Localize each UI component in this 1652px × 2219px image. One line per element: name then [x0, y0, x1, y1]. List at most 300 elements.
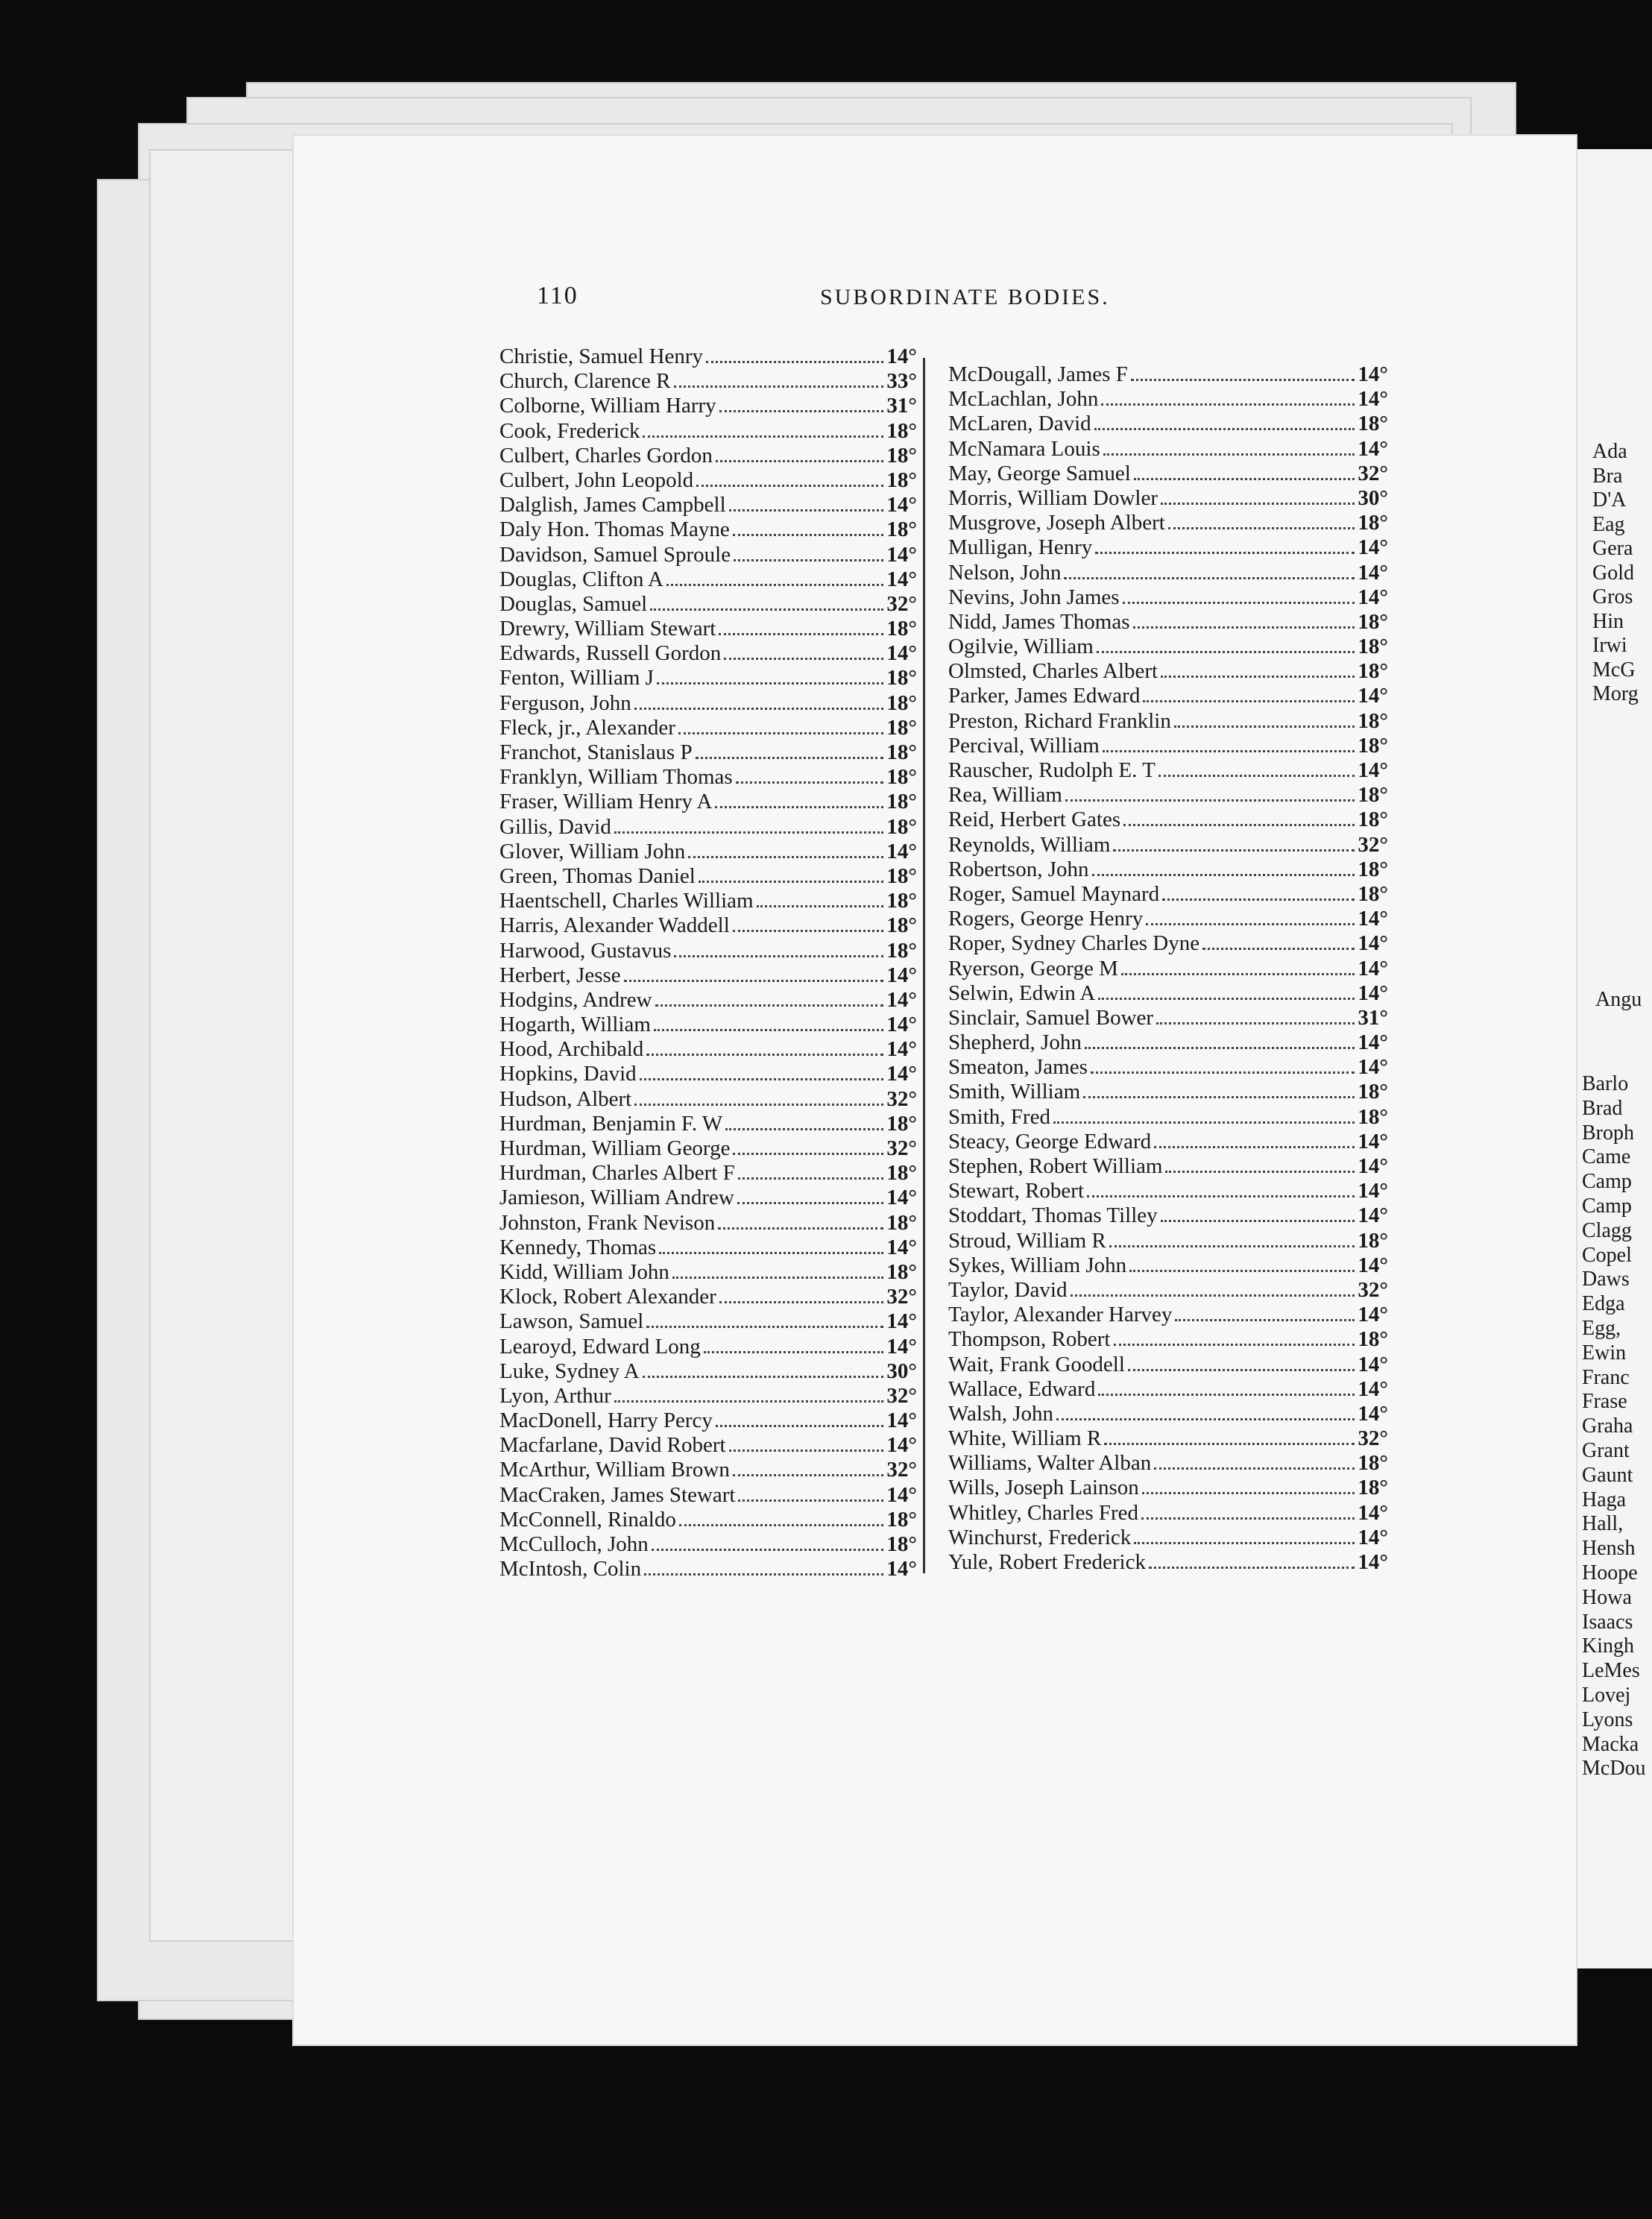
facing-page-name-fragment: Macka — [1582, 1732, 1639, 1756]
degree: 14° — [1358, 931, 1388, 956]
member-name: Wait, Frank Goodell — [948, 1352, 1125, 1376]
degree: 14° — [886, 1334, 917, 1359]
member-name: Stoddart, Thomas Tilley — [948, 1203, 1158, 1228]
list-item — [499, 939, 917, 963]
dot-leader — [1134, 1542, 1355, 1544]
degree: 18° — [886, 740, 917, 764]
facing-page-name-fragment: Haga — [1582, 1488, 1627, 1511]
member-name: Franklyn, William Thomas — [499, 765, 733, 790]
member-name: Fraser, William Henry A — [499, 790, 713, 814]
degree: 32° — [886, 1285, 917, 1309]
member-name: Selwin, Edwin A — [948, 981, 1096, 1005]
member-name: Klock, Robert Alexander — [499, 1285, 716, 1309]
list-item — [948, 734, 1388, 758]
list-item — [948, 783, 1388, 808]
list-item — [499, 1136, 917, 1161]
dot-leader — [1101, 403, 1355, 406]
facing-page-name-fragment: Clagg — [1582, 1218, 1632, 1242]
degree: 18° — [886, 418, 917, 443]
degree: 18° — [886, 1210, 917, 1235]
dot-leader — [1098, 1394, 1355, 1396]
facing-page-name-fragment: LeMes — [1582, 1659, 1640, 1683]
list-item — [499, 765, 917, 790]
list-item — [499, 1458, 917, 1482]
facing-page-name-fragment: Barlo — [1582, 1072, 1629, 1095]
facing-page-name-fragment: Lovej — [1582, 1683, 1631, 1707]
list-item — [948, 1451, 1388, 1476]
facing-page-name-fragment: Came — [1582, 1145, 1631, 1169]
degree: 14° — [1358, 1500, 1388, 1525]
dot-leader — [666, 584, 883, 586]
list-item — [499, 419, 917, 444]
member-name: Olmsted, Charles Albert — [948, 659, 1158, 684]
facing-page-name-fragment: Brad — [1582, 1096, 1623, 1120]
degree: 14° — [1358, 560, 1388, 585]
list-item — [499, 444, 917, 468]
list-item — [948, 610, 1388, 635]
degree: 14° — [886, 1235, 917, 1259]
dot-leader — [614, 831, 884, 834]
dot-leader — [1056, 1418, 1355, 1420]
member-name: Church, Clarence R — [499, 369, 671, 394]
member-name: Thompson, Robert — [948, 1327, 1111, 1352]
dot-leader — [1121, 973, 1355, 975]
degree: 18° — [886, 1111, 917, 1136]
degree: 18° — [1358, 635, 1388, 659]
dot-leader — [1109, 1245, 1355, 1247]
degree: 30° — [1358, 485, 1388, 510]
list-item — [499, 1532, 917, 1557]
list-item — [499, 1483, 917, 1508]
dot-leader — [716, 460, 883, 462]
list-item — [499, 864, 917, 889]
dot-leader — [1154, 1467, 1355, 1470]
dot-leader — [737, 1202, 884, 1204]
member-name: Sinclair, Samuel Bower — [948, 1005, 1154, 1030]
degree: 18° — [886, 1507, 917, 1532]
degree: 14° — [1358, 956, 1388, 981]
member-name: Rogers, George Henry — [948, 907, 1144, 931]
facing-page-name-fragment: D'A — [1592, 488, 1627, 512]
facing-page-name-fragment: Gera — [1592, 537, 1633, 560]
degree: 14° — [1358, 981, 1388, 1005]
list-item — [948, 1203, 1388, 1228]
degree: 18° — [1358, 881, 1388, 906]
member-name: Learoyd, Edward Long — [499, 1334, 701, 1359]
facing-page-name-fragment: Copel — [1582, 1243, 1632, 1267]
facing-page-name-fragment: Kingh — [1582, 1634, 1634, 1658]
list-item — [499, 369, 917, 394]
degree: 18° — [886, 814, 917, 839]
list-item — [948, 486, 1388, 511]
degree: 14° — [886, 1037, 917, 1062]
facing-page-name-fragment: Lyons — [1582, 1707, 1633, 1731]
degree: 14° — [1358, 436, 1388, 461]
member-name: McNamara Louis — [948, 436, 1100, 461]
degree: 18° — [1358, 857, 1388, 881]
degree: 18° — [1358, 708, 1388, 733]
degree: 14° — [886, 641, 917, 666]
degree: 14° — [1358, 1253, 1388, 1277]
list-item — [948, 1327, 1388, 1352]
dot-leader — [733, 930, 884, 932]
member-name: Yule, Robert Frederick — [948, 1550, 1146, 1574]
dot-leader — [738, 1499, 883, 1502]
dot-leader — [1064, 577, 1355, 579]
member-name: Culbert, Charles Gordon — [499, 443, 713, 468]
degree: 14° — [1358, 1055, 1388, 1080]
member-name: Musgrove, Joseph Albert — [948, 511, 1165, 535]
degree: 14° — [1358, 758, 1388, 782]
list-item — [499, 1186, 917, 1210]
list-item — [948, 437, 1388, 462]
degree: 32° — [886, 1136, 917, 1160]
member-name: Christie, Samuel Henry — [499, 344, 704, 368]
list-item — [948, 1501, 1388, 1526]
list-item — [499, 913, 917, 938]
dot-leader — [1097, 651, 1355, 653]
dot-leader — [733, 534, 884, 536]
member-name: Nevins, John James — [948, 585, 1120, 609]
degree: 18° — [886, 517, 917, 542]
member-name: Kennedy, Thomas — [499, 1235, 657, 1259]
degree: 14° — [1358, 1179, 1388, 1203]
member-name: Hodgins, Andrew — [499, 987, 652, 1012]
degree: 18° — [886, 913, 917, 938]
facing-page-name-fragment: Egg, — [1582, 1316, 1621, 1340]
dot-leader — [1162, 898, 1355, 901]
facing-page-name-fragment: Ada — [1592, 440, 1627, 463]
list-item — [948, 1006, 1388, 1030]
list-item — [948, 758, 1388, 783]
degree: 14° — [1358, 684, 1388, 708]
dot-leader — [644, 1573, 883, 1576]
degree: 14° — [1358, 362, 1388, 386]
member-name: Sykes, William John — [948, 1253, 1127, 1277]
degree: 18° — [1358, 1104, 1388, 1129]
facing-page-name-fragment: Hin — [1592, 609, 1624, 633]
degree: 18° — [886, 443, 917, 468]
member-name: Daly Hon. Thomas Mayne — [499, 517, 730, 542]
member-name: Stephen, Robert William — [948, 1154, 1163, 1178]
member-name: Smeaton, James — [948, 1055, 1088, 1080]
degree: 14° — [886, 1482, 917, 1507]
member-name: Gillis, David — [499, 814, 611, 839]
list-item — [948, 857, 1388, 882]
list-item — [499, 889, 917, 913]
member-name: Williams, Walter Alban — [948, 1451, 1152, 1476]
list-item — [948, 535, 1388, 560]
dot-leader — [659, 1252, 883, 1254]
member-name: Cook, Frederick — [499, 418, 640, 443]
member-name: Reynolds, William — [948, 832, 1111, 857]
list-item — [948, 1080, 1388, 1104]
degree: 18° — [886, 1259, 917, 1284]
list-item — [948, 585, 1388, 610]
dot-leader — [733, 1153, 883, 1155]
list-item — [948, 1402, 1388, 1426]
degree: 18° — [1358, 808, 1388, 832]
facing-page-name-fragment: Edga — [1582, 1292, 1625, 1316]
dot-leader — [1123, 824, 1355, 826]
facing-page-heading: Angu — [1595, 988, 1642, 1011]
dot-leader — [646, 1054, 883, 1056]
member-name: Smith, Fred — [948, 1104, 1050, 1129]
dot-leader — [1146, 923, 1355, 925]
facing-page-name-fragment: Frase — [1582, 1390, 1627, 1414]
member-name: Haentschell, Charles William — [499, 889, 754, 913]
member-name: Franchot, Stanislaus P — [499, 740, 693, 764]
member-name: Herbert, Jesse — [499, 963, 621, 987]
dot-leader — [1103, 750, 1355, 752]
list-item — [948, 561, 1388, 585]
facing-page-name-fragment: Howa — [1582, 1585, 1632, 1609]
list-item — [948, 1550, 1388, 1575]
list-item — [499, 815, 917, 840]
degree: 14° — [1358, 1154, 1388, 1178]
dot-leader — [624, 980, 884, 982]
list-item — [948, 1154, 1388, 1179]
degree: 18° — [886, 938, 917, 963]
list-item — [499, 567, 917, 592]
list-item — [948, 981, 1388, 1006]
list-item — [499, 1112, 917, 1136]
member-name: McArthur, William Brown — [499, 1458, 730, 1482]
member-name: Douglas, Clifton A — [499, 567, 663, 591]
facing-page-name-fragment: Camp — [1582, 1170, 1632, 1194]
facing-page-name-fragment: Gaunt — [1582, 1463, 1633, 1487]
facing-page-name-fragment: Ewin — [1582, 1341, 1627, 1365]
degree: 14° — [886, 344, 917, 368]
list-item — [948, 1377, 1388, 1402]
degree: 14° — [886, 493, 917, 517]
degree: 18° — [886, 790, 917, 814]
dot-leader — [757, 905, 884, 907]
dot-leader — [1141, 1517, 1355, 1520]
member-name: Wills, Joseph Lainson — [948, 1476, 1139, 1500]
member-name: Reid, Herbert Gates — [948, 808, 1121, 832]
facing-page-name-fragment: Graha — [1582, 1414, 1633, 1438]
dot-leader — [634, 708, 884, 710]
degree: 14° — [1358, 1401, 1388, 1426]
degree: 33° — [886, 369, 917, 394]
dot-leader — [1098, 998, 1355, 1000]
degree: 18° — [886, 468, 917, 492]
dot-leader — [688, 856, 883, 858]
degree: 14° — [1358, 535, 1388, 560]
degree: 18° — [1358, 783, 1388, 808]
facing-page-name-fragment: Gros — [1592, 585, 1633, 608]
member-name: Hudson, Albert — [499, 1086, 632, 1111]
list-item — [499, 1260, 917, 1285]
list-item — [499, 1062, 917, 1086]
member-name: Percival, William — [948, 733, 1100, 758]
dot-leader — [1161, 676, 1355, 678]
facing-page-name-fragment: Hall, — [1582, 1512, 1624, 1536]
dot-leader — [704, 1351, 884, 1353]
dot-leader — [657, 682, 883, 684]
list-item — [499, 740, 917, 765]
list-item — [948, 1055, 1388, 1080]
facing-page-names-top — [1592, 440, 1652, 707]
degree: 30° — [886, 1359, 917, 1383]
list-item — [499, 1236, 917, 1260]
facing-page-name-fragment: Eag — [1592, 512, 1625, 536]
dot-leader — [1202, 948, 1355, 950]
degree: 14° — [886, 1408, 917, 1433]
degree: 18° — [886, 617, 917, 641]
dot-leader — [1113, 849, 1355, 852]
dot-leader — [716, 1425, 884, 1427]
degree: 14° — [1358, 585, 1388, 609]
member-name: Roger, Samuel Maynard — [948, 881, 1160, 906]
list-item — [948, 1426, 1388, 1451]
dot-leader — [634, 1104, 883, 1106]
degree: 18° — [1358, 1451, 1388, 1476]
member-name: McIntosh, Colin — [499, 1557, 642, 1581]
list-item — [499, 1335, 917, 1359]
member-name: Ogilvie, William — [948, 635, 1094, 659]
member-name: Preston, Richard Franklin — [948, 708, 1171, 733]
list-item — [948, 1130, 1388, 1154]
degree: 31° — [886, 394, 917, 418]
facing-page-name-fragment: McG — [1592, 658, 1636, 682]
member-name: Kidd, William John — [499, 1259, 669, 1284]
dot-leader — [699, 881, 884, 883]
degree: 14° — [886, 987, 917, 1012]
dot-leader — [1143, 700, 1355, 702]
degree: 32° — [1358, 461, 1388, 485]
list-item — [499, 641, 917, 666]
member-name: Winchurst, Frederick — [948, 1525, 1132, 1549]
degree: 14° — [1358, 1376, 1388, 1401]
dot-leader — [724, 658, 883, 660]
degree: 14° — [1358, 1203, 1388, 1228]
dot-leader — [1065, 799, 1355, 802]
list-item — [499, 1433, 917, 1458]
member-name: McCulloch, John — [499, 1532, 649, 1556]
degree: 14° — [886, 1186, 917, 1210]
degree: 18° — [1358, 412, 1388, 436]
member-name: Fleck, jr., Alexander — [499, 715, 675, 740]
member-name: Douglas, Samuel — [499, 591, 648, 616]
list-item — [499, 1087, 917, 1112]
degree: 32° — [1358, 1277, 1388, 1302]
member-name: Hurdman, William George — [499, 1136, 731, 1160]
facing-page-name-fragment: Gold — [1592, 561, 1634, 585]
list-item — [948, 1526, 1388, 1550]
dot-leader — [1154, 1146, 1355, 1148]
degree: 32° — [886, 1458, 917, 1482]
degree: 18° — [886, 889, 917, 913]
degree: 14° — [1358, 1303, 1388, 1327]
facing-page-name-fragment: McDou — [1582, 1757, 1646, 1781]
member-name: Stroud, William R — [948, 1228, 1106, 1253]
member-name: Hood, Archibald — [499, 1037, 644, 1062]
member-name: May, George Samuel — [948, 461, 1131, 485]
dot-leader — [672, 1277, 884, 1279]
dot-leader — [650, 608, 883, 611]
list-item — [948, 1229, 1388, 1253]
member-name: Luke, Sydney A — [499, 1359, 640, 1383]
member-name: White, William R — [948, 1426, 1102, 1451]
dot-leader — [729, 509, 884, 512]
member-name: Shepherd, John — [948, 1030, 1082, 1055]
facing-page-name-fragment: Franc — [1582, 1365, 1630, 1389]
list-item — [948, 833, 1388, 857]
list-item — [499, 1013, 917, 1037]
facing-page-name-fragment: Isaacs — [1582, 1610, 1633, 1634]
member-name: McConnell, Rinaldo — [499, 1507, 676, 1532]
member-name: Fenton, William J — [499, 666, 654, 690]
dot-leader — [696, 757, 884, 759]
facing-page-name-fragment: Bra — [1592, 464, 1623, 488]
degree: 31° — [1358, 1005, 1388, 1030]
list-item — [499, 543, 917, 567]
member-name: MacCraken, James Stewart — [499, 1482, 736, 1507]
dot-leader — [706, 361, 883, 363]
list-item — [499, 666, 917, 690]
degree: 14° — [886, 567, 917, 591]
degree: 32° — [886, 591, 917, 616]
degree: 18° — [886, 1161, 917, 1186]
member-name: Wallace, Edward — [948, 1376, 1096, 1401]
degree: 14° — [886, 1433, 917, 1458]
list-item — [499, 344, 917, 369]
member-name: McDougall, James F — [948, 362, 1128, 386]
list-item — [499, 963, 917, 988]
list-item — [499, 592, 917, 617]
degree: 14° — [886, 1309, 917, 1334]
list-item — [948, 1303, 1388, 1327]
facing-page-name-fragment: Morg — [1592, 682, 1639, 705]
list-item — [499, 840, 917, 864]
dot-leader — [1165, 1171, 1355, 1173]
dot-leader — [614, 1400, 884, 1403]
facing-page-name-fragment: Irwi — [1592, 634, 1627, 657]
dot-leader — [719, 633, 883, 635]
degree: 14° — [886, 839, 917, 863]
left-column — [499, 344, 917, 1581]
facing-page-name-fragment: Hoope — [1582, 1561, 1638, 1584]
dot-leader — [643, 435, 883, 438]
column-divider — [923, 358, 925, 1573]
dot-leader — [654, 1029, 884, 1031]
list-item — [499, 468, 917, 493]
dot-leader — [729, 1450, 884, 1452]
degree: 14° — [886, 1557, 917, 1581]
dot-leader — [719, 410, 884, 412]
member-name: Colborne, William Harry — [499, 394, 716, 418]
dot-leader — [640, 1078, 884, 1080]
list-item — [948, 907, 1388, 931]
member-name: Culbert, John Leopold — [499, 468, 694, 492]
member-name: McLachlan, John — [948, 387, 1099, 412]
degree: 14° — [1358, 1550, 1388, 1574]
dot-leader — [1131, 379, 1355, 381]
list-item — [948, 1179, 1388, 1203]
degree: 18° — [1358, 609, 1388, 634]
list-item — [948, 635, 1388, 659]
degree: 14° — [886, 963, 917, 987]
list-item — [499, 1557, 917, 1581]
list-item — [948, 412, 1388, 436]
list-item — [948, 882, 1388, 907]
list-item — [499, 1359, 917, 1384]
member-name: Nelson, John — [948, 560, 1062, 585]
list-item — [499, 716, 917, 740]
dot-leader — [1092, 874, 1355, 876]
